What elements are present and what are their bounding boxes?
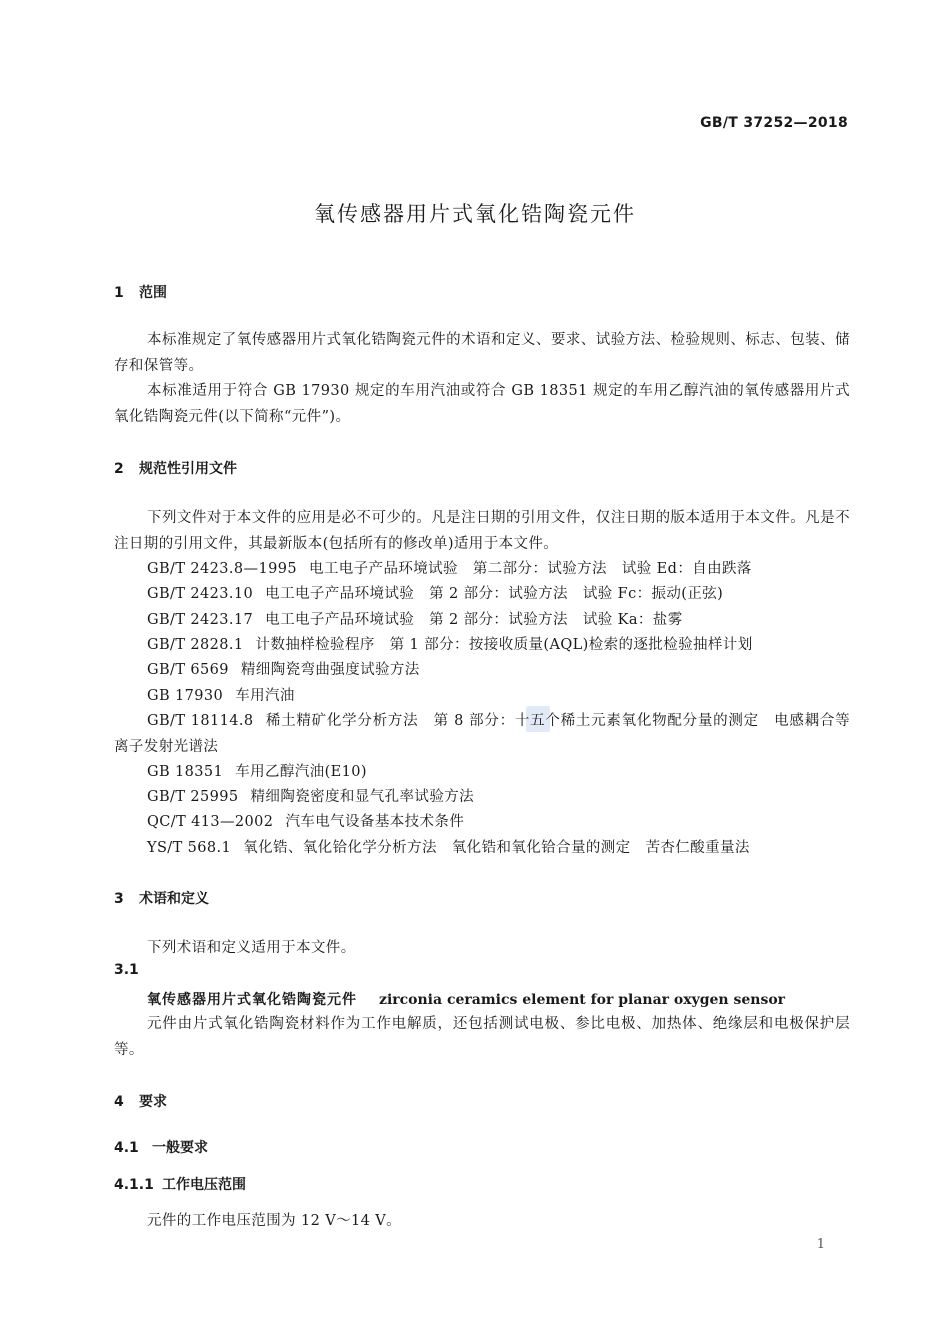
section-heading-terms: 3 术语和定义 <box>114 891 209 907</box>
reference-item: GB/T 2423.8—1995 电工电子产品环境试验 第二部分：试验方法 试验 Ed：自由跌落 <box>147 561 752 577</box>
reference-item: GB 18351 车用乙醇汽油(E10) <box>147 764 367 780</box>
references-intro: 下列文件对于本文件的应用是必不可少的。凡是注日期的引用文件，仅注日期的版本适用于本文件。凡是不注日期的引用文件，其最新版本(包括所有的修改单)适用于本文件。 <box>114 510 850 552</box>
document-title: 氧传感器用片式氧化锆陶瓷元件 <box>314 202 636 226</box>
page-number: 1 <box>816 1237 825 1252</box>
section-heading-scope: 1 范围 <box>114 285 167 301</box>
reference-item: GB/T 18114.8 稀土精矿化学分析方法 第 8 部分：十五个稀土元素氧化物配分量的测定 电感耦合等离子发射光谱法 <box>114 713 850 755</box>
scope-paragraph-2: 本标准适用于符合 GB 17930 规定的车用汽油或符合 GB 18351 规定的车用乙醇汽油的氧传感器用片式氧化锆陶瓷元件(以下简称“元件”)。 <box>114 383 850 425</box>
voltage-range-text: 元件的工作电压范围为 12 V～14 V。 <box>147 1213 402 1229</box>
term-chinese: 氧传感器用片式氧化锆陶瓷元件 <box>147 992 357 1008</box>
reference-item: YS/T 568.1 氧化锆、氧化铪化学分析方法 氧化锆和氧化铪合量的测定 苦杏仁酸重量法 <box>147 840 750 856</box>
term-number: 3.1 <box>114 962 139 978</box>
standard-code: GB/T 37252—2018 <box>700 115 848 131</box>
reference-item: GB/T 25995 精细陶瓷密度和显气孔率试验方法 <box>147 789 475 805</box>
section-heading-requirements: 4 要求 <box>114 1094 167 1110</box>
scope-paragraph-1: 本标准规定了氧传感器用片式氧化锆陶瓷元件的术语和定义、要求、试验方法、检验规则、标志、包装、储存和保管等。 <box>114 332 850 374</box>
subsection-heading-general: 4.1 一般要求 <box>114 1140 208 1156</box>
reference-item: GB 17930 车用汽油 <box>147 688 295 704</box>
reference-item: GB/T 2423.10 电工电子产品环境试验 第 2 部分：试验方法 试验 Fc：振动(正弦) <box>147 586 724 602</box>
reference-item: GB/T 2828.1 计数抽样检验程序 第 1 部分：按接收质量(AQL)检索的逐批检验抽样计划 <box>147 637 753 653</box>
term-entry <box>147 989 785 1009</box>
term-english: zirconia ceramics element for planar oxygen sensor <box>379 992 786 1008</box>
reference-item: QC/T 413—2002 汽车电气设备基本技术条件 <box>147 814 465 830</box>
term-definition: 元件由片式氧化锆陶瓷材料作为工作电解质，还包括测试电极、参比电极、加热体、绝缘层和电极保护层等。 <box>114 1016 850 1058</box>
section-heading-normative-references: 2 规范性引用文件 <box>114 461 237 477</box>
terms-intro: 下列术语和定义适用于本文件。 <box>147 940 356 956</box>
reference-item: GB/T 6569 精细陶瓷弯曲强度试验方法 <box>147 662 420 678</box>
subsubsection-heading-voltage: 4.1.1 工作电压范围 <box>114 1177 246 1193</box>
reference-item: GB/T 2423.17 电工电子产品环境试验 第 2 部分：试验方法 试验 Ka：盐雾 <box>147 612 683 628</box>
